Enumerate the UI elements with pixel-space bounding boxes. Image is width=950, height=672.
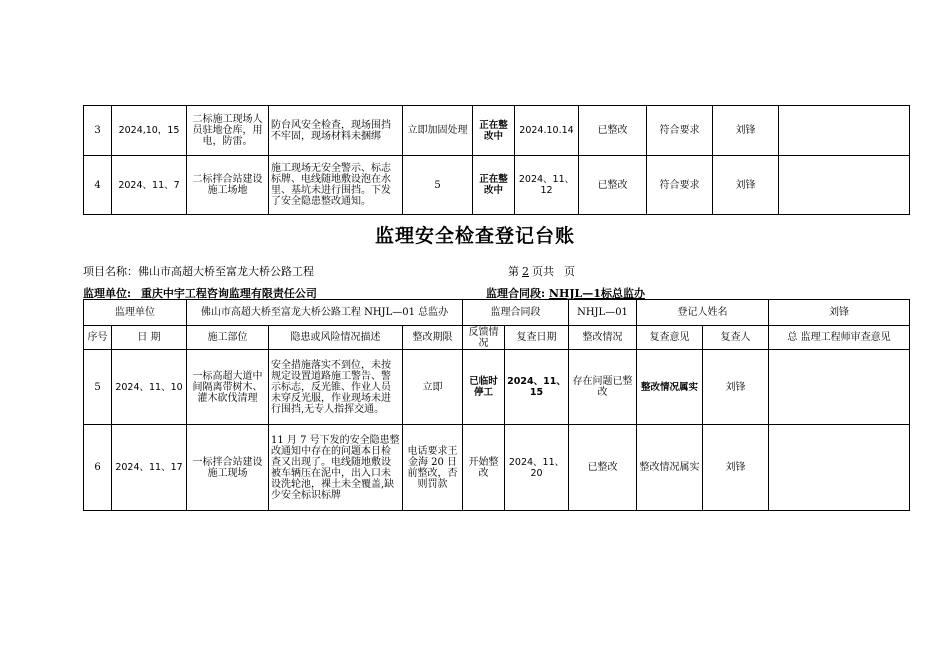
unit-name: 重庆中宇工程咨询监理有限责任公司 — [140, 287, 317, 300]
project-name-line — [83, 263, 314, 279]
col-review-date-header: 复查日期 — [505, 326, 569, 350]
unit-header-value: 佛山市高超大桥至富龙大桥公路工程 NHJL—01 总监办 — [187, 300, 463, 326]
rectification-deadline: 立即 — [403, 350, 463, 425]
review-date: 2024、11、12 — [515, 156, 579, 215]
page-current: 2 — [522, 265, 529, 278]
chief-opinion — [779, 106, 910, 156]
review-opinion: 符合要求 — [647, 156, 713, 215]
col-issue-header: 隐患或风险情况描述 — [269, 326, 403, 350]
col-status-header: 整改情况 — [569, 326, 637, 350]
header-info-row — [84, 300, 910, 326]
check-date: 2024、11、10 — [112, 350, 187, 425]
rectification-deadline: 电话要求王金海 20 日前整改，否则罚款 — [403, 425, 463, 511]
check-date: 2024、11、17 — [112, 425, 187, 511]
col-deadline-header: 整改期限 — [403, 326, 463, 350]
contract-value: NHJL—1标总监办 — [548, 287, 645, 300]
review-date: 2024、11、15 — [505, 350, 569, 425]
row-number: 5 — [84, 350, 112, 425]
rectification-status: 存在问题已整改 — [569, 350, 637, 425]
table-row — [84, 106, 910, 156]
rectification-status: 已整改 — [569, 425, 637, 511]
reviewer: 刘锋 — [713, 156, 779, 215]
chief-opinion — [769, 350, 910, 425]
contract-header-value: NHJL—01 — [569, 300, 637, 326]
rectification-status: 已整改 — [579, 156, 647, 215]
feedback-status: 开始整改 — [463, 425, 505, 511]
issue-description: 11 月 7 号下发的安全隐患整改通知中存在的问题本日检查又出现了。电线随地敷设被车辆压在泥中，出入口未设洗轮池，裸土未全覆盖,缺少安全标识标牌 — [269, 425, 403, 511]
table-row — [84, 425, 910, 511]
col-no-header: 序号 — [84, 326, 112, 350]
chief-opinion — [779, 156, 910, 215]
page-prefix: 第 — [508, 265, 519, 278]
issue-description: 施工现场无安全警示、标志标牌、电线随地敷设泡在水里、基坑未进行围挡。下发了安全隐患整改通知。 — [269, 156, 403, 215]
previous-page-table — [83, 105, 910, 215]
construction-location: 一标高超大道中间隔离带树木、灌木砍伐清理 — [187, 350, 269, 425]
col-reviewer-header: 复查人 — [703, 326, 769, 350]
review-date: 2024、11、20 — [505, 425, 569, 511]
chief-opinion — [769, 425, 910, 511]
col-date-header: 日 期 — [112, 326, 187, 350]
review-date: 2024.10.14 — [515, 106, 579, 156]
construction-location: 一标拌合站建设施工现场 — [187, 425, 269, 511]
table-row — [84, 156, 910, 215]
page-middle: 页共 — [532, 265, 554, 278]
recorder-value: 刘锋 — [769, 300, 910, 326]
col-chief-opinion-header: 总 监理工程师审查意见 — [769, 326, 910, 350]
construction-location: 二标施工现场人员驻地仓库，用电，防雷。 — [187, 106, 269, 156]
issue-description: 防台风安全检查，现场围挡不牢固，现场材料未捆绑 — [269, 106, 403, 156]
rectification-deadline: 5 — [403, 156, 473, 215]
page-counter — [508, 263, 575, 279]
contract-label: 监理合同段: — [486, 287, 546, 300]
reviewer: 刘锋 — [703, 350, 769, 425]
issue-description: 安全措施落实不到位，未按规定设置道路施工警告、警示标志，反光锥、作业人员未穿反光服，作业现场未进行围挡,无专人指挥交通。 — [269, 350, 403, 425]
column-header-row — [84, 326, 910, 350]
review-opinion: 整改情况属实 — [637, 425, 703, 511]
feedback-status: 正在整改中 — [473, 106, 515, 156]
recorder-label: 登记人姓名 — [637, 300, 769, 326]
rectification-deadline: 立即加固处理 — [403, 106, 473, 156]
project-name: 佛山市高超大桥至富龙大桥公路工程 — [138, 265, 314, 278]
inspection-ledger-table — [83, 299, 910, 511]
feedback-status: 已临时停工 — [463, 350, 505, 425]
check-date: 2024、11、7 — [112, 156, 187, 215]
row-number: 3 — [84, 106, 112, 156]
row-number: 4 — [84, 156, 112, 215]
col-feedback-header: 反馈情况 — [463, 326, 505, 350]
table-row — [84, 350, 910, 425]
unit-label: 监理单位: — [83, 287, 132, 300]
reviewer: 刘锋 — [713, 106, 779, 156]
contract-header-label: 监理合同段 — [463, 300, 569, 326]
reviewer: 刘锋 — [703, 425, 769, 511]
page-suffix: 页 — [564, 265, 575, 278]
construction-location: 二标拌合站建设施工场地 — [187, 156, 269, 215]
feedback-status: 正在整改中 — [473, 156, 515, 215]
unit-header-label: 监理单位 — [84, 300, 187, 326]
project-label: 项目名称： — [83, 265, 138, 278]
col-location-header: 施工部位 — [187, 326, 269, 350]
page-title: 监理安全检查登记台账 — [374, 225, 575, 247]
rectification-status: 已整改 — [579, 106, 647, 156]
review-opinion: 整改情况属实 — [637, 350, 703, 425]
review-opinion: 符合要求 — [647, 106, 713, 156]
row-number: 6 — [84, 425, 112, 511]
col-opinion-header: 复查意见 — [637, 326, 703, 350]
check-date: 2024,10，15 — [112, 106, 187, 156]
